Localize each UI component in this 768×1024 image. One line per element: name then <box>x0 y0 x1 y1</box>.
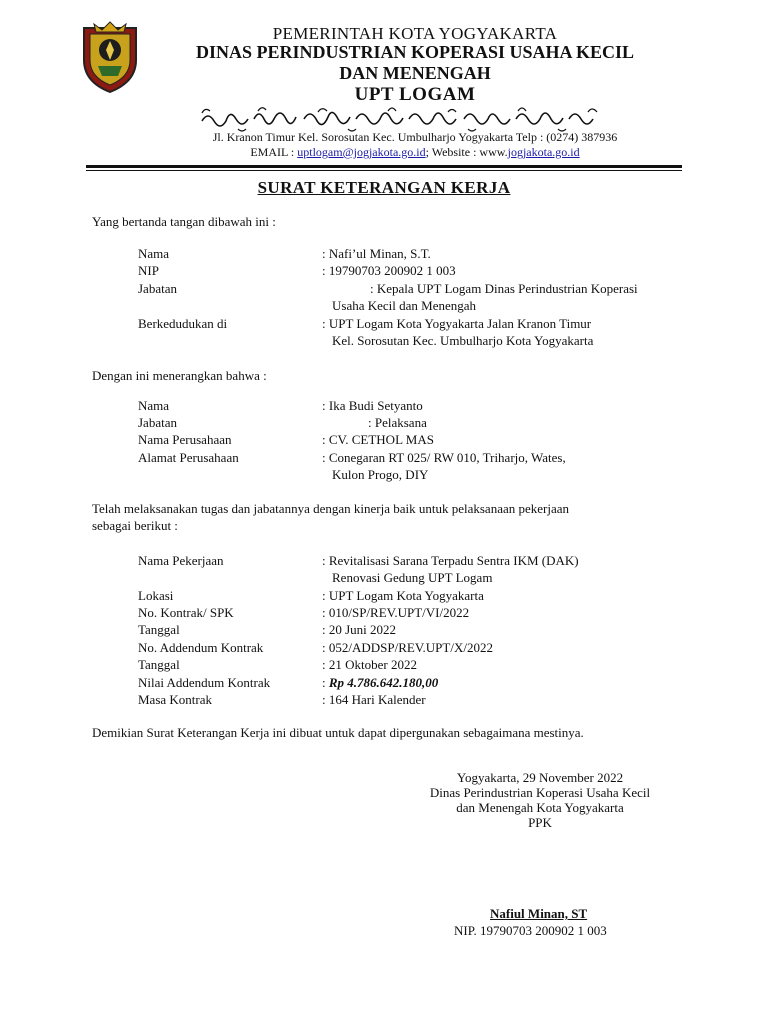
signer-office-value-cont: Kel. Sorosutan Kec. Umbulharjo Kota Yogyakarta <box>332 333 594 348</box>
subject-name-value: : Ika Budi Setyanto <box>322 398 423 413</box>
body-text-line2: sebagai berikut : <box>92 518 178 533</box>
work-addendum-value: : 052/ADDSP/REV.UPT/X/2022 <box>322 640 493 655</box>
signer-position-label: Jabatan <box>138 281 177 296</box>
document-title: SURAT KETERANGAN KERJA <box>257 178 511 197</box>
work-date1-label: Tanggal <box>138 622 180 637</box>
work-date2-value: : 21 Oktober 2022 <box>322 657 417 672</box>
subject-name-label: Nama <box>138 398 170 413</box>
signature-name: Nafiul Minan, ST <box>490 906 588 921</box>
email-link[interactable]: uptlogam@jogjakota.go.id <box>297 145 426 159</box>
work-contract-value: : 010/SP/REV.UPT/VI/2022 <box>322 605 470 620</box>
letterhead-agency-cont: DAN MENENGAH <box>339 63 491 83</box>
work-value-label: Nilai Addendum Kontrak <box>138 675 271 690</box>
signer-nip-value: : 19790703 200902 1 003 <box>322 263 456 278</box>
city-crest-icon <box>78 20 142 94</box>
letterhead-address: Jl. Kranon Timur Kel. Sorosutan Kec. Umbulharjo Yogyakarta Telp : (0274) 387936 <box>212 130 618 144</box>
subject-company-label: Nama Perusahaan <box>138 432 232 447</box>
work-duration-value: : 164 Hari Kalender <box>322 692 426 707</box>
javanese-script-text <box>198 103 628 133</box>
signer-position-value-cont: Usaha Kecil dan Menengah <box>332 298 477 313</box>
signature-place-date: Yogyakarta, 29 November 2022 <box>456 770 624 785</box>
letterhead-rule-thin <box>86 170 682 171</box>
website-label: ; Website : www. <box>425 145 508 159</box>
work-date1-value: : 20 Juni 2022 <box>322 622 397 637</box>
signer-position-value: : Kepala UPT Logam Dinas Perindustrian Koperasi <box>370 281 638 296</box>
signature-nip: NIP. 19790703 200902 1 003 <box>454 923 607 938</box>
letterhead-unit: UPT LOGAM <box>354 84 476 105</box>
signature-office-line1: Dinas Perindustrian Koperasi Usaha Kecil <box>429 785 651 800</box>
subject-position-value: : Pelaksana <box>368 415 427 430</box>
signer-nip-label: NIP <box>138 263 159 278</box>
work-name-label: Nama Pekerjaan <box>138 553 224 568</box>
subject-address-value: : Conegaran RT 025/ RW 010, Triharjo, Wates, <box>322 450 566 465</box>
work-value-amount: Rp 4.786.642.180,00 <box>328 675 439 690</box>
signer-name-label: Nama <box>138 246 170 261</box>
signer-name-value: : Nafi’ul Minan, S.T. <box>322 246 431 261</box>
letterhead-government: PEMERINTAH KOTA YOGYAKARTA <box>272 24 558 43</box>
work-duration-label: Masa Kontrak <box>138 692 213 707</box>
intro-text: Yang bertanda tangan dibawah ini : <box>92 214 276 229</box>
signature-role: PPK <box>528 815 552 830</box>
subject-company-value: : CV. CETHOL MAS <box>322 432 434 447</box>
closing-text: Demikian Surat Keterangan Kerja ini dibuat untuk dapat dipergunakan sebagaimana mestinya. <box>92 725 584 740</box>
signer-office-value: : UPT Logam Kota Yogyakarta Jalan Kranon Timur <box>322 316 592 331</box>
work-location-label: Lokasi <box>138 588 174 603</box>
work-date2-label: Tanggal <box>138 657 180 672</box>
email-label: EMAIL : <box>250 145 295 159</box>
body-text-line1: Telah melaksanakan tugas dan jabatannya dengan kinerja baik untuk pelaksanaan pekerjaan <box>92 501 570 516</box>
letterhead-rule-thick <box>86 165 682 168</box>
subject-position-label: Jabatan <box>138 415 177 430</box>
website-link[interactable]: jogjakota.go.id <box>507 145 580 159</box>
work-value-colon: : <box>322 675 329 690</box>
work-name-value-cont: Renovasi Gedung UPT Logam <box>332 570 493 585</box>
subject-address-label: Alamat Perusahaan <box>138 450 239 465</box>
work-value <box>322 674 438 691</box>
work-location-value: : UPT Logam Kota Yogyakarta <box>322 588 484 603</box>
work-contract-label: No. Kontrak/ SPK <box>138 605 234 620</box>
signer-office-label: Berkedudukan di <box>138 316 228 331</box>
statement-text: Dengan ini menerangkan bahwa : <box>92 368 267 383</box>
signature-office-line2: dan Menengah Kota Yogyakarta <box>456 800 624 815</box>
letterhead-contact <box>150 145 680 160</box>
subject-address-value-cont: Kulon Progo, DIY <box>332 467 429 482</box>
letterhead-agency: DINAS PERINDUSTRIAN KOPERASI USAHA KECIL <box>195 42 635 62</box>
work-addendum-label: No. Addendum Kontrak <box>138 640 264 655</box>
work-name-value: : Revitalisasi Sarana Terpadu Sentra IKM (DAK) <box>322 553 579 568</box>
